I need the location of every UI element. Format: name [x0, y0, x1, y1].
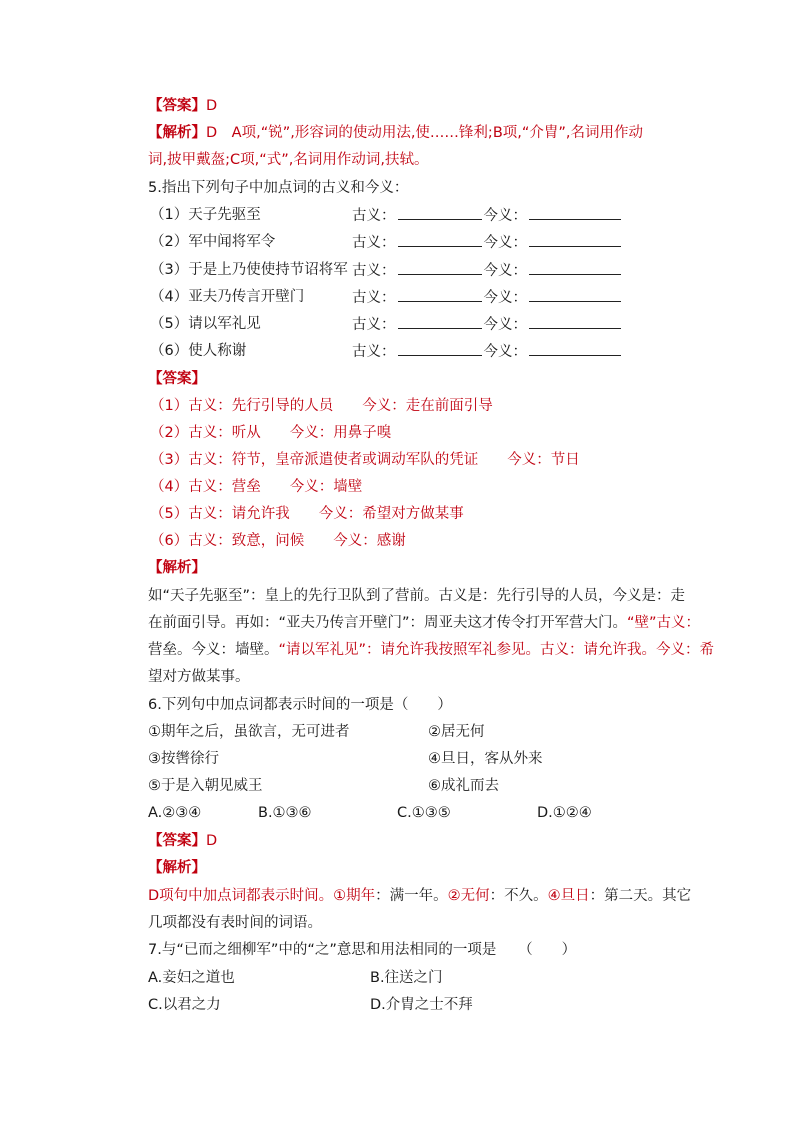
row-sentence: 于是上乃使使持节诏将军 [188, 262, 348, 278]
q5-answer-tag: 【答案】 [148, 371, 206, 387]
gu-blank[interactable] [398, 287, 482, 302]
q6-analysis-line-2: 几项都没有表时间的词语。 [148, 915, 322, 931]
row-sentence: 亚夫乃传言开壁门 [188, 289, 305, 305]
answer-tag: 【答案】 [148, 98, 206, 114]
q5-analysis-line-1: 如“天子先驱至”：皇上的先行卫队到了营前。古义是：先行引导的人员，今义是：走 [148, 588, 686, 604]
q5-row-2-fields [352, 232, 621, 253]
q6-choice-d[interactable]: D.①②④ [537, 805, 592, 821]
jin-label: 今义： [483, 317, 527, 333]
gu-label: 古义： [352, 290, 396, 306]
analysis-term: ①期年 [333, 888, 376, 904]
analysis-segment-red: “请以军礼见”：请允许我按照军礼参见。古义：请允许我。今义：希 [278, 642, 715, 658]
question-5-stem: 5.指出下列句子中加点词的古义和今义： [148, 180, 409, 196]
analysis-gloss: ：不久。 [489, 888, 548, 904]
q5-row-3 [150, 260, 348, 280]
analysis-term: ②无何 [447, 888, 490, 904]
answer-line-1 [148, 96, 217, 116]
analysis-line-2: 词,披甲戴盔;C项,“式”,名词用作动词,扶轼。 [148, 152, 429, 168]
q5-row-4-fields [352, 287, 621, 308]
gu-blank[interactable] [398, 314, 482, 329]
q5-row-2 [150, 232, 275, 252]
answer-tag: 【答案】 [148, 833, 206, 849]
analysis-segment: D项句中加点词都表示时间。 [148, 888, 334, 904]
q6-option-5: ⑤于是入朝见威王 [148, 778, 263, 794]
row-number: （6） [150, 343, 189, 359]
jin-blank[interactable] [529, 314, 621, 329]
analysis-term: ④旦日 [547, 888, 590, 904]
q5-analysis-line-3 [148, 640, 714, 660]
answer-value: D [206, 833, 218, 849]
analysis-segment: 营垒。今义：墙壁。 [148, 642, 279, 658]
q5-analysis-line-4: 望对方做某事。 [148, 669, 250, 685]
q6-choice-b[interactable]: B.①③⑥ [258, 805, 312, 821]
q5-answer-5: （5）古义：请允许我 今义：希望对方做某事 [150, 506, 464, 522]
q5-row-6-fields [352, 341, 621, 362]
q5-analysis-line-2 [148, 613, 700, 633]
gu-label: 古义： [352, 235, 396, 251]
q6-analysis-line-1 [148, 886, 691, 906]
q5-row-5-fields [352, 314, 621, 335]
q7-choice-a[interactable]: A.妾妇之道也 [148, 970, 235, 986]
row-number: （4） [150, 289, 189, 305]
q7-choice-c[interactable]: C.以君之力 [148, 997, 221, 1013]
jin-blank[interactable] [529, 341, 621, 356]
jin-blank[interactable] [529, 260, 621, 275]
analysis-segment: 在前面引导。再如：“亚夫乃传言开壁门”：周亚夫这才传令打开军营大门。 [148, 615, 628, 631]
jin-label: 今义： [483, 235, 527, 251]
row-number: （1） [150, 207, 189, 223]
q7-choice-d[interactable]: D.介胄之士不拜 [370, 997, 473, 1013]
q5-row-6 [150, 341, 246, 361]
q6-analysis-tag: 【解析】 [148, 860, 206, 876]
analysis-text: D A项,“锐”,形容词的使动用法,使……锋利;B项,“介胄”,名词用作动 [206, 125, 644, 141]
q6-option-6: ⑥成礼而去 [428, 778, 499, 794]
q6-option-4: ④旦日，客从外来 [428, 751, 543, 767]
q6-option-2: ②居无何 [428, 724, 485, 740]
gu-blank[interactable] [398, 205, 482, 220]
gu-label: 古义： [352, 263, 396, 279]
analysis-line-1 [148, 123, 643, 143]
q5-answer-1: （1）古义：先行引导的人员 今义：走在前面引导 [150, 398, 493, 414]
q5-row-1-fields [352, 205, 621, 226]
jin-label: 今义： [483, 344, 527, 360]
jin-label: 今义： [483, 290, 527, 306]
row-sentence: 使人称谢 [188, 343, 247, 359]
gu-label: 古义： [352, 317, 396, 333]
gu-label: 古义： [352, 344, 396, 360]
analysis-gloss: ：满一年。 [375, 888, 448, 904]
jin-blank[interactable] [529, 287, 621, 302]
row-number: （5） [150, 316, 189, 332]
q5-answer-6: （6）古义：致意，问候 今义：感谢 [150, 533, 406, 549]
row-sentence: 天子先驱至 [188, 207, 261, 223]
row-number: （2） [150, 234, 189, 250]
question-7-stem: 7.与“已而之细柳军”中的“之”意思和用法相同的一项是 （ ） [148, 942, 577, 958]
jin-label: 今义： [483, 263, 527, 279]
q6-option-3: ③按辔徐行 [148, 751, 219, 767]
analysis-tag: 【解析】 [148, 125, 206, 141]
gu-blank[interactable] [398, 341, 482, 356]
q5-row-5 [150, 314, 261, 334]
jin-blank[interactable] [529, 232, 621, 247]
gu-blank[interactable] [398, 260, 482, 275]
q6-answer-line [148, 831, 217, 851]
q5-row-1 [150, 205, 261, 225]
gu-blank[interactable] [398, 232, 482, 247]
q5-row-4 [150, 287, 304, 307]
q7-choice-b[interactable]: B.往送之门 [370, 970, 443, 986]
q6-option-1: ①期年之后，虽欲言，无可进者 [148, 724, 350, 740]
jin-label: 今义： [483, 208, 527, 224]
q6-choice-a[interactable]: A.②③④ [148, 805, 202, 821]
question-6-stem: 6.下列句中加点词都表示时间的一项是（ ） [148, 697, 452, 713]
analysis-gloss: ：第二天。其它 [589, 888, 692, 904]
row-sentence: 军中闻将军令 [188, 234, 276, 250]
row-sentence: 请以军礼见 [188, 316, 261, 332]
q6-choice-c[interactable]: C.①③⑤ [397, 805, 451, 821]
analysis-segment-red: “壁”古义： [627, 615, 701, 631]
gu-label: 古义： [352, 208, 396, 224]
jin-blank[interactable] [529, 205, 621, 220]
answer-value: D [206, 98, 218, 114]
q5-row-3-fields [352, 260, 621, 281]
row-number: （3） [150, 262, 189, 278]
q5-answer-4: （4）古义：营垒 今义：墙壁 [150, 479, 363, 495]
q5-answer-3: （3）古义：符节，皇帝派遣使者或调动军队的凭证 今义：节日 [150, 452, 580, 468]
q5-analysis-tag: 【解析】 [148, 560, 206, 576]
q5-answer-2: （2）古义：听从 今义：用鼻子嗅 [150, 425, 392, 441]
